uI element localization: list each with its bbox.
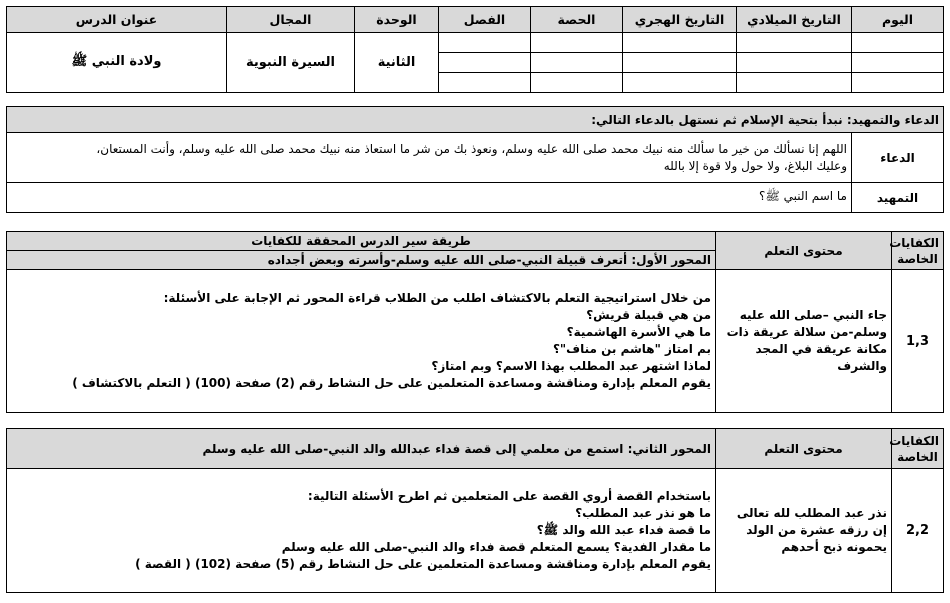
content-header: محتوى التعلم [716,429,892,469]
unit-value: الثانية [355,33,439,93]
domain-value: السيرة النبوية [227,33,355,93]
step-line: بم امتاز "هاشم بن مناف"؟ [552,342,711,356]
class-cell [439,33,531,53]
dua-line: وعليك البلاغ، ولا حول ولا قوة إلا بالله [663,158,847,173]
day-cell [852,73,944,93]
header-domain: المجال [227,7,355,33]
lesson-info-table [6,6,944,93]
learning-content: جاء النبي –صلى الله عليه وسلم-من سلالة عريقة ذات مكانة عريقة في المجد والشرف [716,270,892,413]
dua-label: الدعاء [852,133,944,183]
step-line: يقوم المعلم بإدارة ومناقشة ومساعدة المتعلمين على حل النشاط رقم (5) صفحة (102) ( القصة ) [135,557,711,571]
hijri-date-cell [623,33,737,53]
period-cell [531,53,623,73]
hijri-date-cell [623,53,737,73]
header-lesson-title: عنوان الدرس [7,7,227,33]
period-cell [531,73,623,93]
tamheed-text: ما اسم النبي ﷺ؟ [7,183,852,213]
step-line: ما هي الأسرة الهاشمية؟ [566,325,711,339]
competencies-value: 2,2 [892,469,944,593]
step-line: من هي قبيلة قريش؟ [586,308,711,322]
hijri-date-cell [623,73,737,93]
competencies-header: الكفايات الخاصة [892,232,944,270]
competencies-value: 1,3 [892,270,944,413]
header-hijri-date: التاريخ الهجري [623,7,737,33]
step-line: باستخدام القصة أروي القصة على المتعلمين ثم اطرح الأسئلة التالية: [307,489,711,503]
intro-heading: الدعاء والتمهيد: نبدأ بتحية الإسلام ثم نستهل بالدعاء التالي: [7,107,944,133]
step-line: ما هو نذر عبد المطلب؟ [575,506,711,520]
step-line: ما قصة فداء عبد الله والد ﷺ؟ [536,523,711,537]
class-cell [439,73,531,93]
axis-title: المحور الثاني: استمع من معلمي إلى قصة فداء عبدالله والد النبي-صلى الله عليه وسلم [7,429,716,469]
lesson-steps [7,469,716,593]
gregorian-date-cell [737,73,852,93]
dua-text [7,133,852,183]
method-header: طريقة سير الدرس المحققة للكفايات [7,232,716,251]
step-line: ما مقدار الفدية؟ يسمع المتعلم قصة فداء والد النبي-صلى الله عليه وسلم [281,540,711,554]
lesson-title-value: ولادة النبي ﷺ [7,33,227,93]
day-cell [852,53,944,73]
header-unit: الوحدة [355,7,439,33]
header-period: الحصة [531,7,623,33]
header-day: اليوم [852,7,944,33]
axis2-table [6,428,944,593]
header-class: الفصل [439,7,531,33]
competencies-header: الكفايات الخاصة [892,429,944,469]
header-gregorian-date: التاريخ الميلادي [737,7,852,33]
lesson-steps [7,270,716,413]
step-line: يقوم المعلم بإدارة ومناقشة ومساعدة المتعلمين على حل النشاط رقم (2) صفحة (100) ( التعلم بالاكتشاف ) [72,376,711,390]
period-cell [531,33,623,53]
step-line: من خلال استراتيجية التعلم بالاكتشاف اطلب من الطلاب قراءة المحور ثم الإجابة على الأسئلة: [163,291,711,305]
content-header: محتوى التعلم [716,232,892,270]
tamheed-label: التمهيد [852,183,944,213]
learning-content: نذر عبد المطلب لله تعالى إن رزقه عشرة من الولد يحمونه ذبح أحدهم [716,469,892,593]
day-cell [852,33,944,53]
class-cell [439,53,531,73]
intro-table [6,106,944,213]
axis-title: المحور الأول: أتعرف قبيلة النبي-صلى الله عليه وسلم-وأسرته وبعض أجداده [7,251,716,270]
dua-line: اللهم إنا نسألك من خير ما سألك منه نبيك محمد صلى الله عليه وسلم، ونعوذ بك من شر ما استعاذ منه نبيك محمد صلى الله عليه وسلم، وأنت المستعان، [96,141,847,156]
step-line: لماذا اشتهر عبد المطلب بهذا الاسم؟ وبم امتاز؟ [431,359,711,373]
gregorian-date-cell [737,33,852,53]
axis1-table [6,231,944,413]
gregorian-date-cell [737,53,852,73]
